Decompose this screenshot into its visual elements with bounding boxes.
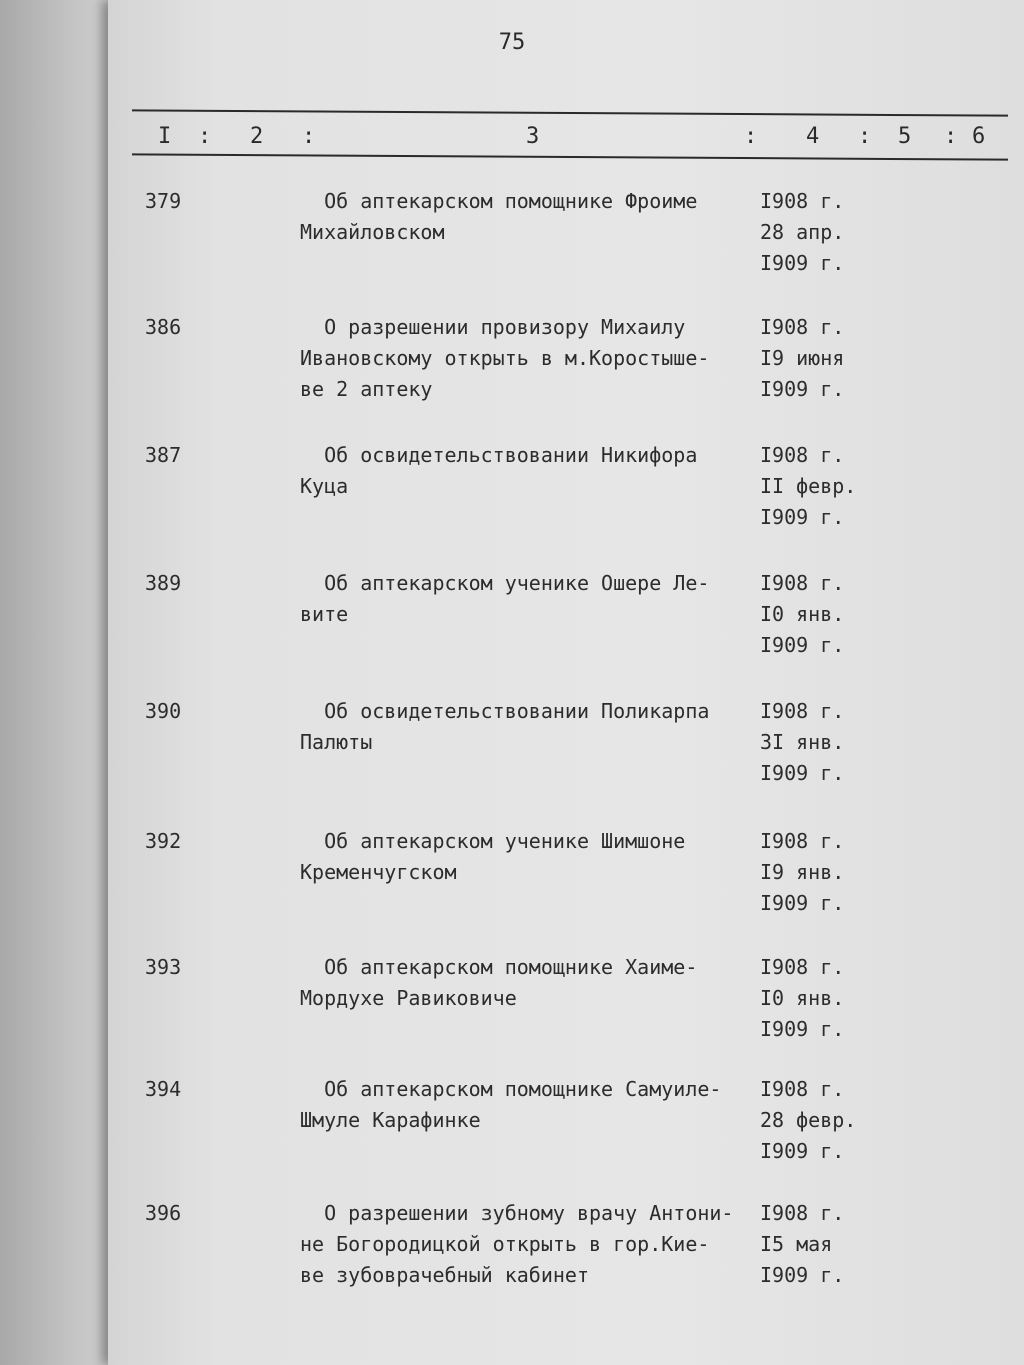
page-number: 75 xyxy=(498,30,526,55)
column-header-4: 4 xyxy=(806,124,820,149)
entry-date-line: I0 янв. xyxy=(760,986,845,1010)
entry-title-line: Мордухе Равиковиче xyxy=(300,986,517,1010)
column-separator: : xyxy=(944,124,958,149)
column-header-2: 2 xyxy=(250,124,264,149)
entry-title xyxy=(300,1198,760,1291)
entry-date-line: I908 г. xyxy=(760,189,845,213)
entry-number: 394 xyxy=(145,1077,182,1101)
entry-date-line: I908 г. xyxy=(760,1201,845,1225)
entry-title-line: вите xyxy=(300,602,349,626)
entry-title-line: Куца xyxy=(300,474,349,498)
entry-title xyxy=(300,440,760,502)
entry-date-line: I0 янв. xyxy=(760,602,845,626)
entry-dates xyxy=(760,1198,890,1291)
entry-date-line: I908 г. xyxy=(760,443,845,467)
entry-date-line: I9 янв. xyxy=(760,860,845,884)
entry-title xyxy=(300,186,760,248)
entry-date-line: I908 г. xyxy=(760,571,845,595)
entry-date-line: I909 г. xyxy=(760,1263,845,1287)
entry-title-line: Михайловском xyxy=(300,220,445,244)
column-separator: : xyxy=(858,124,872,149)
column-separator: : xyxy=(744,124,758,149)
entry-title-line: не Богородицкой открыть в гор.Кие- xyxy=(300,1232,710,1256)
entry-date-line: I909 г. xyxy=(760,633,845,657)
entry-date-line: I909 г. xyxy=(760,1139,845,1163)
entry-title-line: Об аптекарском помощнике Хаиме- xyxy=(300,955,698,979)
entry-number: 393 xyxy=(145,955,182,979)
entry-title xyxy=(300,826,760,888)
entry-number: 379 xyxy=(145,189,182,213)
entry-title xyxy=(300,568,760,630)
entry-dates xyxy=(760,1074,890,1167)
entry-date-line: I9 июня xyxy=(760,346,845,370)
entry-title-line: Об освидетельствовании Никифора xyxy=(300,443,698,467)
entry-dates xyxy=(760,952,890,1045)
entry-title-line: Об аптекарском помощнике Самуиле- xyxy=(300,1077,722,1101)
entry-dates xyxy=(760,568,890,661)
entry-date-line: 3I янв. xyxy=(760,730,845,754)
entry-title xyxy=(300,1074,760,1136)
entry-title-line: Палюты xyxy=(300,730,373,754)
column-header-5: 5 xyxy=(898,124,912,149)
entry-number: 387 xyxy=(145,443,182,467)
entry-dates xyxy=(760,312,890,405)
column-header-3: 3 xyxy=(526,124,540,149)
column-header-1: I xyxy=(158,124,172,149)
entry-date-line: I908 г. xyxy=(760,1077,845,1101)
entry-number: 392 xyxy=(145,829,182,853)
entry-title-line: ве зубоврачебный кабинет xyxy=(300,1263,589,1287)
entry-title-line: О разрешении провизору Михаилу xyxy=(300,315,686,339)
entry-date-line: I908 г. xyxy=(760,315,845,339)
entry-number: 389 xyxy=(145,571,182,595)
column-header-6: 6 xyxy=(972,124,986,149)
entry-date-line: I908 г. xyxy=(760,829,845,853)
entry-dates xyxy=(760,696,890,789)
entry-title-line: Кременчугском xyxy=(300,860,457,884)
entry-dates xyxy=(760,186,890,279)
column-header-row xyxy=(132,120,1008,156)
entry-title xyxy=(300,312,760,405)
entry-dates xyxy=(760,826,890,919)
entry-title-line: Об аптекарском ученике Ошере Ле- xyxy=(300,571,710,595)
entry-title-line: ве 2 аптеку xyxy=(300,377,433,401)
entry-date-line: I908 г. xyxy=(760,955,845,979)
entry-title-line: Об аптекарском ученике Шимшоне xyxy=(300,829,686,853)
column-separator: : xyxy=(302,124,316,149)
entry-title-line: Шмуле Карафинке xyxy=(300,1108,481,1132)
entry-date-line: I909 г. xyxy=(760,377,845,401)
entry-dates xyxy=(760,440,890,533)
entry-date-line: I909 г. xyxy=(760,251,845,275)
entry-date-line: I909 г. xyxy=(760,505,845,529)
entry-date-line: I909 г. xyxy=(760,891,845,915)
adjacent-page-edge xyxy=(0,0,120,1365)
entry-date-line: II февр. xyxy=(760,474,857,498)
column-separator: : xyxy=(198,124,212,149)
entry-date-line: 28 февр. xyxy=(760,1108,857,1132)
entry-title-line: Об освидетельствовании Поликарпа xyxy=(300,699,710,723)
entry-date-line: I908 г. xyxy=(760,699,845,723)
entry-date-line: 28 апр. xyxy=(760,220,845,244)
entry-title-line: Об аптекарском помощнике Фроиме xyxy=(300,189,698,213)
entry-title-line: Ивановскому открыть в м.Коростыше- xyxy=(300,346,710,370)
entry-title xyxy=(300,696,760,758)
entry-date-line: I5 мая xyxy=(760,1232,833,1256)
entry-date-line: I909 г. xyxy=(760,1017,845,1041)
entry-number: 390 xyxy=(145,699,182,723)
entry-number: 386 xyxy=(145,315,182,339)
entry-title xyxy=(300,952,760,1014)
entry-title-line: О разрешении зубному врачу Антони- xyxy=(300,1201,734,1225)
entry-date-line: I909 г. xyxy=(760,761,845,785)
entry-number: 396 xyxy=(145,1201,182,1225)
